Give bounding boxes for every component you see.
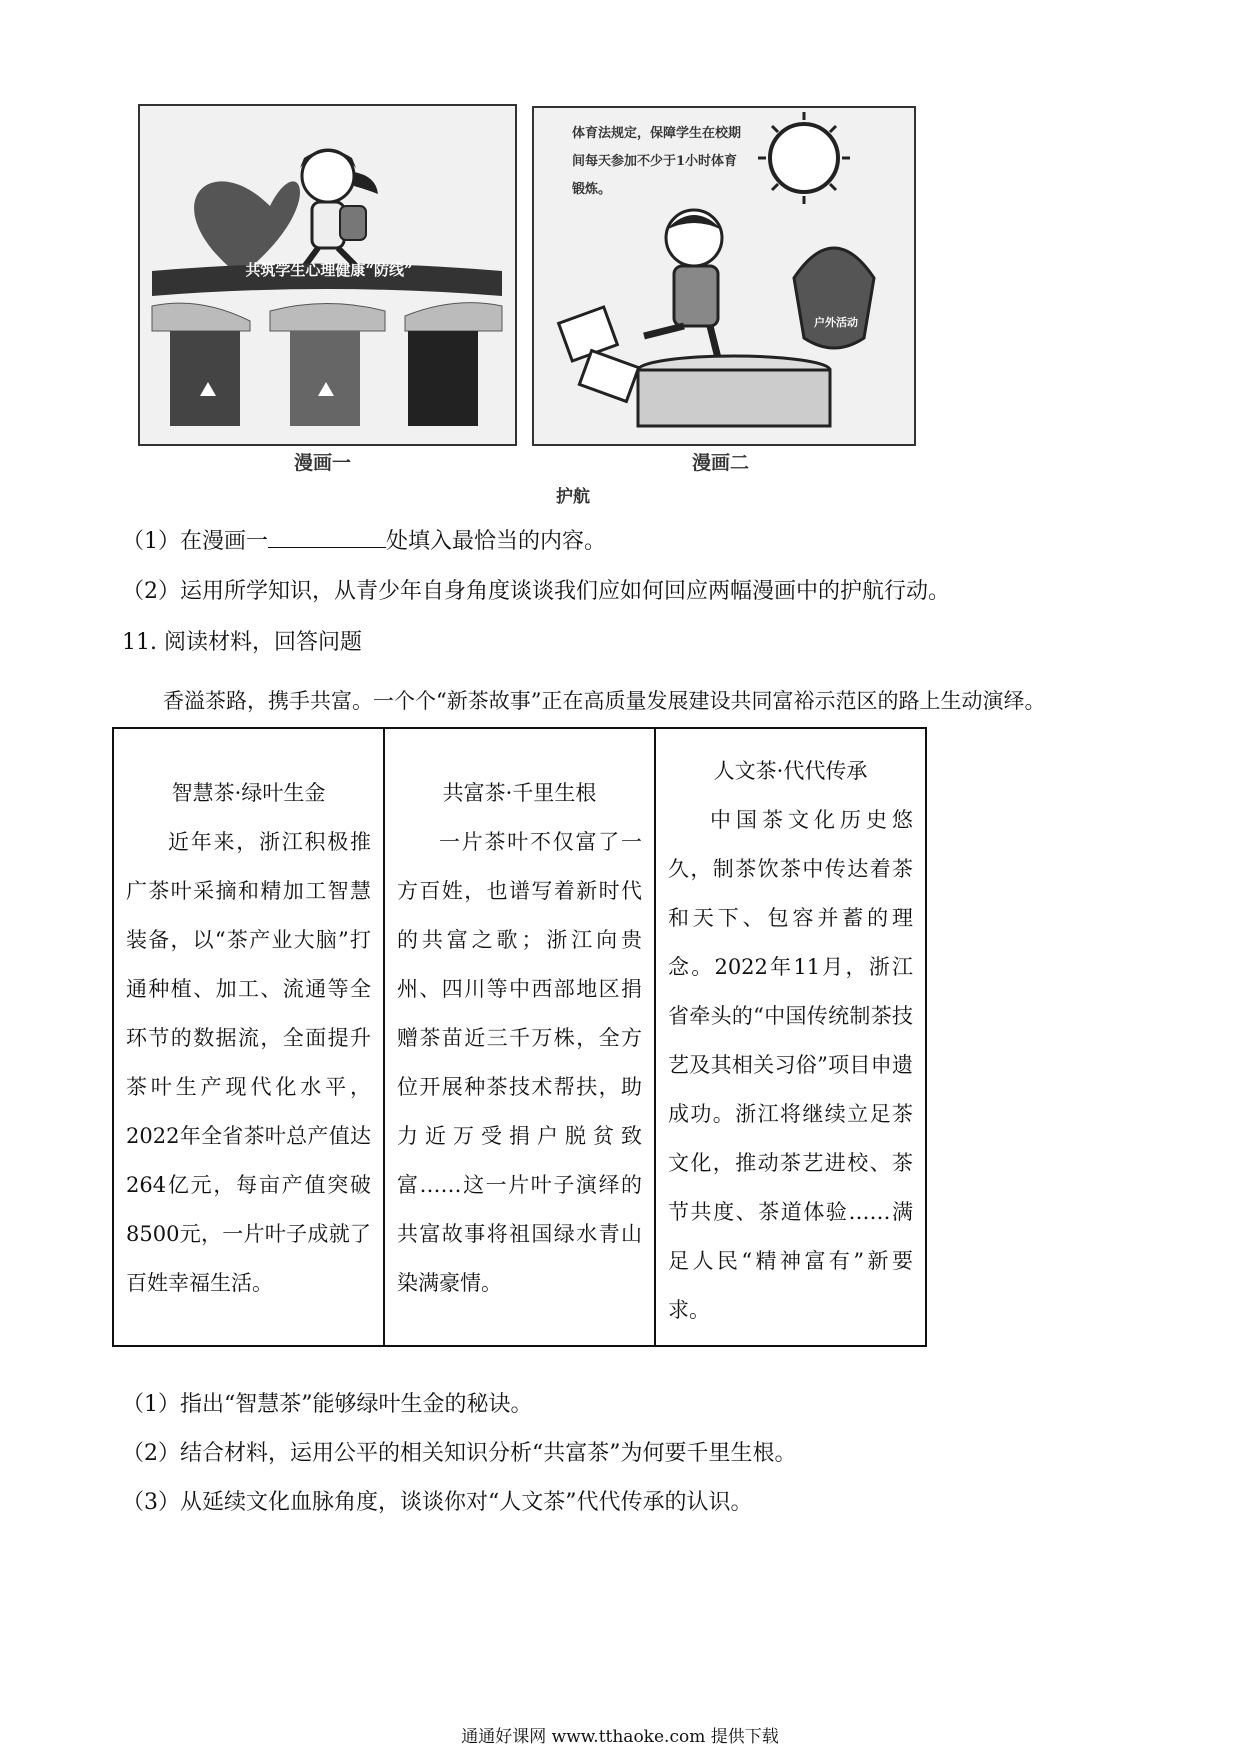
col-body: 中国茶文化历史悠久，制茶饮茶中传达着茶和天下、包容并蓄的理念。2022年11月，浙江省牵头的“中国传统制茶技艺及其相关习俗”项目申遗成功。浙江将继续立足茶文化，推动茶艺进校、茶节共度、茶道体验……满足人民“精神富有”新要求。: [668, 808, 913, 1322]
comic-two-bag-label: 户外活动: [814, 316, 858, 329]
q11-heading: 11. 阅读材料，回答问题: [122, 630, 362, 655]
col-body: 一片茶叶不仅富了一方百姓，也谱写着新时代的共富之歌；浙江向贵州、四川等中西部地区捐赠茶苗近三千万株，全方位开展种茶技术帮扶，助力近万受捐户脱贫致富……这一片叶子演绎的共富故事将祖国绿水青山染满豪情。: [397, 830, 642, 1295]
col-title: 共富茶·千里生根: [442, 781, 597, 805]
q10-part1: [122, 527, 606, 557]
col-title: 智慧茶·绿叶生金: [171, 781, 326, 805]
q11-question-2: （2）结合材料，运用公平的相关知识分析“共富茶”为何要千里生根。: [122, 1441, 797, 1466]
comic-one-image: [138, 104, 517, 446]
q10-part1-prefix: （1）在漫画一: [122, 529, 268, 554]
col-title: 人文茶·代代传承: [713, 759, 868, 783]
comic-two-speech-text: 体育法规定，保障学生在校期间每天参加不少于1小时体育锻炼。: [572, 126, 742, 197]
q11-intro: 香溢茶路，携手共富。一个个“新茶故事”正在高质量发展建设共同富裕示范区的路上生动演绎。: [163, 689, 1046, 713]
material-col-common-wealth-tea: [384, 728, 655, 1346]
comics-group-caption: 护航: [556, 487, 590, 507]
q11-question-1: （1）指出“智慧茶”能够绿叶生金的秘诀。: [122, 1392, 533, 1417]
comic-two-image: [532, 106, 916, 446]
comic-one-banner-text: 共筑学生心理健康“防线”: [245, 261, 413, 279]
q10-part2: （2）运用所学知识，从青少年自身角度谈谈我们应如何回应两幅漫画中的护航行动。: [122, 579, 950, 604]
col-body: 近年来，浙江积极推广茶叶采摘和精加工智慧装备，以“茶产业大脑”打通种植、加工、流通等全环节的数据流，全面提升茶叶生产现代化水平，2022年全省茶叶总产值达264亿元，每亩产值突破8500元，一片叶子成就了百姓幸福生活。: [126, 830, 371, 1295]
q10-part1-suffix: 处填入最恰当的内容。: [386, 529, 607, 554]
material-table: [112, 727, 927, 1347]
page-footer: 通通好课网 www.tthaoke.com 提供下载: [461, 1727, 779, 1747]
q11-question-3: （3）从延续文化血脉角度，谈谈你对“人文茶”代代传承的认识。: [122, 1490, 753, 1515]
comic-two-caption: 漫画二: [692, 452, 750, 474]
material-col-smart-tea: [113, 728, 384, 1346]
answer-blank[interactable]: [268, 527, 386, 548]
material-col-cultural-tea: [655, 728, 926, 1346]
comic-one-caption: 漫画一: [294, 452, 352, 474]
